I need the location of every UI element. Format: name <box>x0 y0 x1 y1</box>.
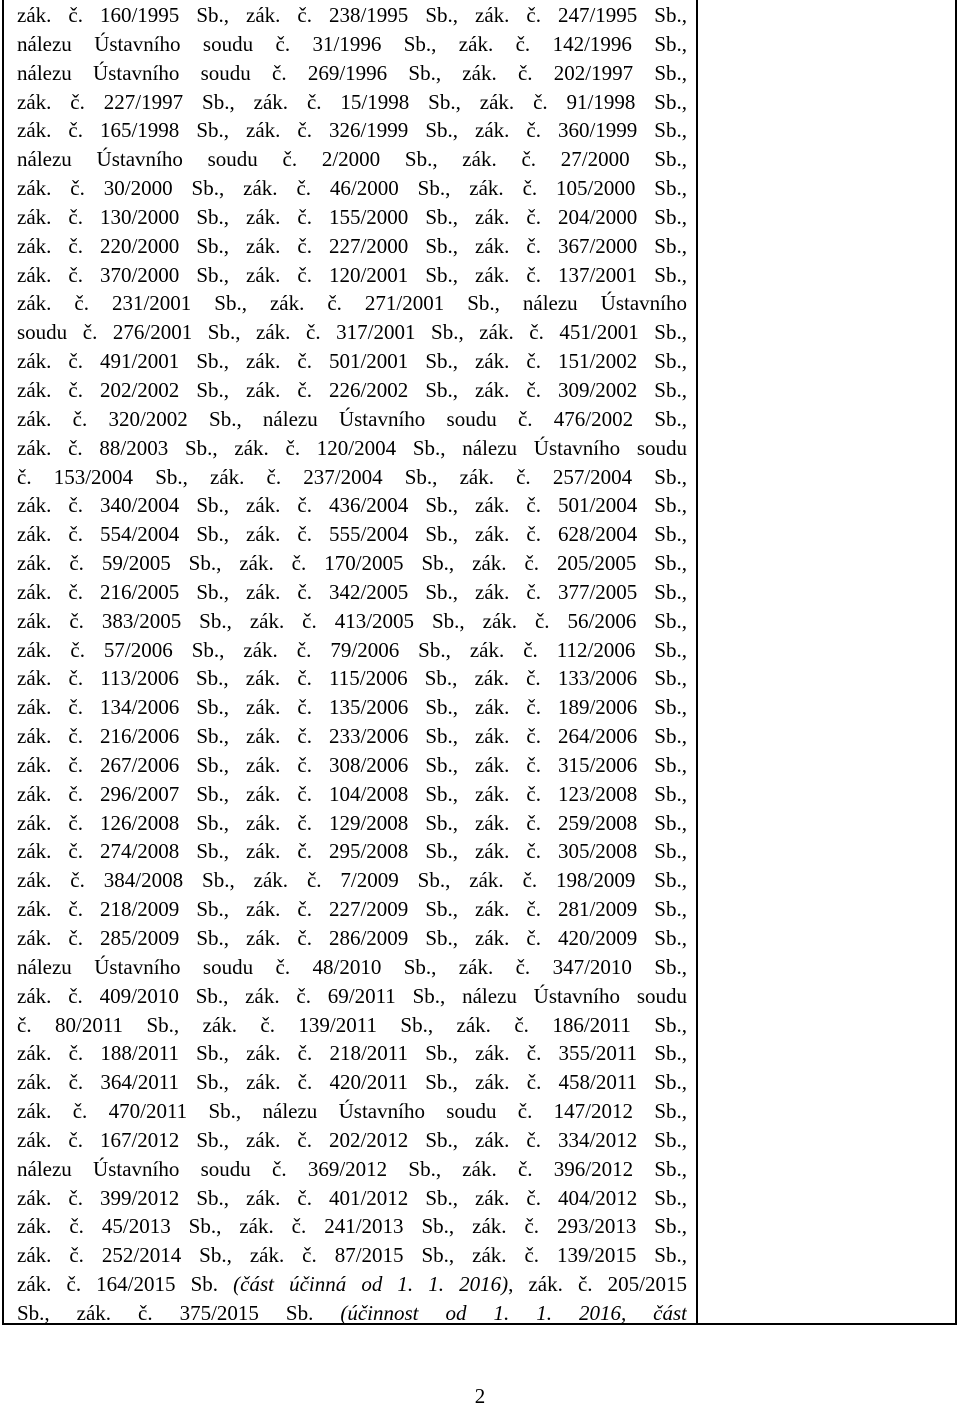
text-line: zák. č. 399/2012 Sb., zák. č. 401/2012 Sb., zák. č. 404/2012 Sb., <box>17 1185 687 1210</box>
text-line: zák. č. 216/2005 Sb., zák. č. 342/2005 Sb., zák. č. 377/2005 Sb., <box>17 579 687 604</box>
italic-note: (účinnost od 1. 1. 2016, část <box>340 1300 687 1325</box>
text-line: zák. č. 320/2002 Sb., nálezu Ústavního soudu č. 476/2002 Sb., <box>17 406 687 431</box>
text-line: zák. č. 134/2006 Sb., zák. č. 135/2006 Sb., zák. č. 189/2006 Sb., <box>17 695 687 720</box>
text-line: zák. č. 59/2005 Sb., zák. č. 170/2005 Sb., zák. č. 205/2005 Sb., <box>17 551 687 576</box>
text-line: zák. č. 167/2012 Sb., zák. č. 202/2012 Sb., zák. č. 334/2012 Sb., <box>17 1127 687 1152</box>
text-line: zák. č. 231/2001 Sb., zák. č. 271/2001 Sb., nálezu Ústavního <box>17 291 687 316</box>
text-line: nálezu Ústavního soudu č. 269/1996 Sb., zák. č. 202/1997 Sb., <box>17 60 687 85</box>
text-line: zák. č. 126/2008 Sb., zák. č. 129/2008 Sb., zák. č. 259/2008 Sb., <box>17 810 687 835</box>
text-line: zák. č. 202/2002 Sb., zák. č. 226/2002 Sb., zák. č. 309/2002 Sb., <box>17 377 687 402</box>
text-line: zák. č. 364/2011 Sb., zák. č. 420/2011 Sb., zák. č. 458/2011 Sb., <box>17 1070 687 1095</box>
text-line: zák. č. 296/2007 Sb., zák. č. 104/2008 Sb., zák. č. 123/2008 Sb., <box>17 781 687 806</box>
page-number: 2 <box>474 1384 486 1408</box>
text-segment: zák. č. 164/2015 Sb. <box>17 1272 234 1297</box>
text-line: zák. č. 130/2000 Sb., zák. č. 155/2000 Sb., zák. č. 204/2000 Sb., <box>17 204 687 229</box>
text-line: zák. č. 227/1997 Sb., zák. č. 15/1998 Sb., zák. č. 91/1998 Sb., <box>17 89 687 114</box>
text-line: č. 153/2004 Sb., zák. č. 237/2004 Sb., zák. č. 257/2004 Sb., <box>17 464 687 489</box>
text-line: nálezu Ústavního soudu č. 369/2012 Sb., zák. č. 396/2012 Sb., <box>17 1156 687 1181</box>
text-line <box>17 1270 687 1299</box>
text-line: zák. č. 470/2011 Sb., nálezu Ústavního soudu č. 147/2012 Sb., <box>17 1099 687 1124</box>
text-line: zák. č. 384/2008 Sb., zák. č. 7/2009 Sb., zák. č. 198/2009 Sb., <box>17 868 687 893</box>
text-line: zák. č. 409/2010 Sb., zák. č. 69/2011 Sb., nálezu Ústavního soudu <box>17 983 687 1008</box>
text-line: zák. č. 340/2004 Sb., zák. č. 436/2004 Sb., zák. č. 501/2004 Sb., <box>17 493 687 518</box>
text-line: zák. č. 188/2011 Sb., zák. č. 218/2011 Sb., zák. č. 355/2011 Sb., <box>17 1041 687 1066</box>
text-line: zák. č. 30/2000 Sb., zák. č. 46/2000 Sb., zák. č. 105/2000 Sb., <box>17 176 687 201</box>
text-line: zák. č. 491/2001 Sb., zák. č. 501/2001 Sb., zák. č. 151/2002 Sb., <box>17 349 687 374</box>
text-line: zák. č. 554/2004 Sb., zák. č. 555/2004 Sb., zák. č. 628/2004 Sb., <box>17 522 687 547</box>
text-line: zák. č. 45/2013 Sb., zák. č. 241/2013 Sb., zák. č. 293/2013 Sb., <box>17 1214 687 1239</box>
text-line: nálezu Ústavního soudu č. 48/2010 Sb., zák. č. 347/2010 Sb., <box>17 954 687 979</box>
text-segment: Sb., zák. č. 375/2015 Sb. <box>17 1300 341 1325</box>
text-line: zák. č. 88/2003 Sb., zák. č. 120/2004 Sb., nálezu Ústavního soudu <box>17 435 687 460</box>
text-line: zák. č. 285/2009 Sb., zák. č. 286/2009 Sb., zák. č. 420/2009 Sb., <box>17 926 687 950</box>
text-line: zák. č. 383/2005 Sb., zák. č. 413/2005 Sb., zák. č. 56/2006 Sb., <box>17 608 687 633</box>
text-line: zák. č. 160/1995 Sb., zák. č. 238/1995 Sb., zák. č. 247/1995 Sb., <box>17 3 687 27</box>
text-line: zák. č. 218/2009 Sb., zák. č. 227/2009 Sb., zák. č. 281/2009 Sb., <box>17 897 687 922</box>
text-line: zák. č. 370/2000 Sb., zák. č. 120/2001 Sb., zák. č. 137/2001 Sb., <box>17 262 687 287</box>
column-divider <box>696 0 698 1323</box>
text-line: zák. č. 165/1998 Sb., zák. č. 326/1999 Sb., zák. č. 360/1999 Sb., <box>17 118 687 143</box>
text-line: zák. č. 274/2008 Sb., zák. č. 295/2008 Sb., zák. č. 305/2008 Sb., <box>17 839 687 864</box>
text-line: zák. č. 267/2006 Sb., zák. č. 308/2006 Sb., zák. č. 315/2006 Sb., <box>17 752 687 777</box>
text-line: soudu č. 276/2001 Sb., zák. č. 317/2001 Sb., zák. č. 451/2001 Sb., <box>17 320 687 345</box>
text-line: zák. č. 57/2006 Sb., zák. č. 79/2006 Sb., zák. č. 112/2006 Sb., <box>17 637 687 662</box>
text-line: zák. č. 252/2014 Sb., zák. č. 87/2015 Sb., zák. č. 139/2015 Sb., <box>17 1243 687 1268</box>
text-line: zák. č. 220/2000 Sb., zák. č. 227/2000 Sb., zák. č. 367/2000 Sb., <box>17 233 687 258</box>
text-line: nálezu Ústavního soudu č. 2/2000 Sb., zák. č. 27/2000 Sb., <box>17 147 687 172</box>
legislation-list-cell <box>17 1 687 1328</box>
text-line: nálezu Ústavního soudu č. 31/1996 Sb., zák. č. 142/1996 Sb., <box>17 31 687 56</box>
text-segment: , zák. č. 205/2015 <box>508 1272 687 1297</box>
italic-note: (část účinná od 1. 1. 2016) <box>233 1272 509 1297</box>
text-line: č. 80/2011 Sb., zák. č. 139/2011 Sb., zák. č. 186/2011 Sb., <box>17 1012 687 1037</box>
text-line: zák. č. 113/2006 Sb., zák. č. 115/2006 Sb., zák. č. 133/2006 Sb., <box>17 666 687 691</box>
text-line: zák. č. 216/2006 Sb., zák. č. 233/2006 Sb., zák. č. 264/2006 Sb., <box>17 724 687 749</box>
document-table <box>2 0 957 1325</box>
text-line <box>17 1299 687 1328</box>
